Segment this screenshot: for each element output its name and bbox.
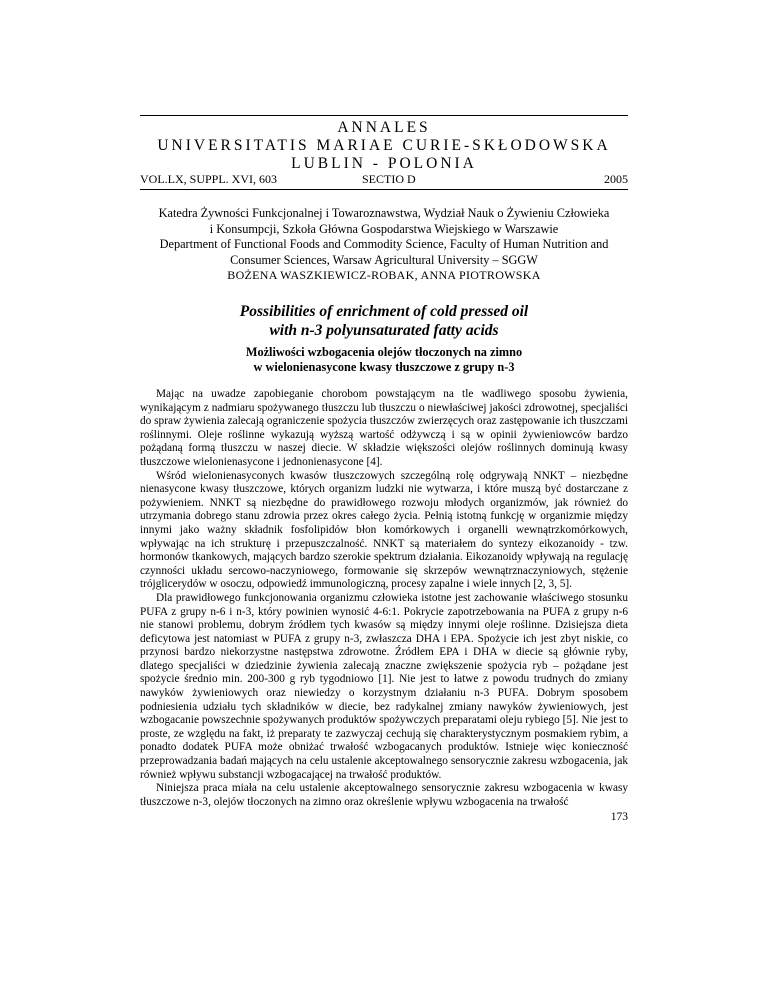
header-top-rule <box>140 115 628 116</box>
paragraph: Wśród wielonienasyconych kwasów tłuszczowych szczególną rolę odgrywają NNKT – niezbędne nienasycone kwasy tłuszczowe, których organizm ludzki nie wytwarza, i które muszą być dostarczane z pożywieniem. NNKT są niezbędne do prawidłowego rozwoju młodych organizmów, jak również do utrzymania dobrego stanu zdrowia przez okres całego życia. Pełnią istotną funkcję w organizmie między innymi jako ważny składnik fosfolipidów błon komórkowych i organelli wewnątrzkomórkowych, wpływając na ich strukturę i przepuszczalność. NNKT są materiałem do syntezy eikozanoidy - tzw. hormonów tkankowych, mających bardzo szerokie spektrum działania. Eikozanoidy wpływają na regulację czynności układu sercowo-naczyniowego, formowanie się skrzepów wewnątrznaczyniowych, stężenie trójglicerydów w osoczu, odpowiedź immunologiczną, procesy zapalne i wiele innych [2, 3, 5]. <box>140 469 628 591</box>
title-english-line1: Possibilities of enrichment of cold pressed oil <box>239 303 529 320</box>
journal-name-line1: ANNALES <box>337 119 431 136</box>
paragraph: Niniejsza praca miała na celu ustalenie akceptowalnego sensorycznie zakresu wzbogacenia w kwasy tłuszczowe n-3, olejów tłoczonych na zimno oraz określenie wpływu wzbogacenia na trwałość <box>140 782 628 808</box>
body-text <box>140 388 628 809</box>
paragraph: Mając na uwadze zapobieganie chorobom powstającym na tle wadliwego sposobu żywienia, wynikającym z nadmiaru spożywanego tłuszczu lub tłuszczu o niewłaściwej jakości zdrowotnej, specjaliści do spraw żywienia zalecają ograniczenie spożycia tłuszczów zwierzęcych oraz zastępowanie ich tłuszczami roślinnymi. Oleje roślinne wykazują wyższą wartość odżywczą i są w opinii żywieniowców bardzo pożądaną formą tłuszczu w naszej diecie. W składzie większości olejów roślinnych dominują kwasy tłuszczowe wielonienasycone i jednonienasycone [4]. <box>140 388 628 468</box>
affiliation <box>140 206 628 268</box>
title-polish <box>140 345 628 375</box>
year-info: 2005 <box>604 172 628 186</box>
section-info: SECTIO D <box>362 172 416 186</box>
title-english <box>140 302 628 340</box>
affiliation-en-line2: Consumer Sciences, Warsaw Agricultural University – SGGW <box>230 252 538 267</box>
authors: BOŻENA WASZKIEWICZ-ROBAK, ANNA PIOTROWSKA <box>227 268 541 282</box>
header-bottom-rule <box>140 189 628 190</box>
journal-place: LUBLIN - POLONIA <box>291 155 477 172</box>
paragraph: Dla prawidłowego funkcjonowania organizmu człowieka istotne jest zachowanie właściwego stosunku PUFA z grupy n-6 i n-3, który powinien wynosić 4-6:1. Pokrycie zapotrzebowania na PUFA z grupy n-6 nie stanowi problemu, dobrym źródłem tych kwasów są między innymi oleje roślinne. Dzisiejsza dieta deficytowa jest natomiast w PUFA z grupy n-3, zwłaszcza DHA i EPA. Spożycie ich jest zbyt niskie, co przynosi bardzo niekorzystne następstwa zdrowotne. Źródłem EPA i DHA w diecie są głównie ryby, dlatego specjaliści w dziedzinie żywienia zalecają znaczne zwiększenie spożycia ryb – pożądane jest spożycie średnio min. 200-300 g ryb tygodniowo [1]. Nie jest to łatwe z powodu trudnych do zmiany nawyków żywieniowych oraz niewiedzy o korzystnym działaniu n-3 PUFA. Dobrym sposobem podniesienia udziału tych składników w diecie, bez radykalnej zmiany nawyków żywieniowych, jest wzbogacanie powszechnie spożywanych produktów spożywczych preparatami oleju rybiego [5]. Nie jest to proste, ze względu na fakt, iż preparaty te zazwyczaj cechują się charakterystycznym posmakiem rybim, a ponadto dodatek PUFA może obniżać trwałość wzbogacanych produktów. Istnieje więc konieczność przeprowadzania badań mających na celu ustalenie akceptowalnego sensorycznie zakresu wzbogacenia, jak również wpływu substancji wzbogacającej na trwałość produktów. <box>140 591 628 781</box>
issue-info <box>140 172 628 188</box>
affiliation-pl-line2: i Konsumpcji, Szkoła Główna Gospodarstwa Wiejskiego w Warszawie <box>209 221 559 236</box>
page-number: 173 <box>610 811 628 823</box>
journal-name-line2: UNIVERSITATIS MARIAE CURIE-SKŁODOWSKA <box>157 137 611 154</box>
title-polish-line2: w wielonienasycone kwasy tłuszczowe z grupy n-3 <box>253 360 515 374</box>
title-english-line2: with n-3 polyunsaturated fatty acids <box>269 322 499 339</box>
affiliation-pl-line1: Katedra Żywności Funkcjonalnej i Towaroznawstwa, Wydział Nauk o Żywieniu Człowieka <box>158 206 610 220</box>
affiliation-en-line1: Department of Functional Foods and Commodity Science, Faculty of Human Nutrition and <box>159 237 609 251</box>
title-polish-line1: Możliwości wzbogacenia olejów tłoczonych na zimno <box>245 345 523 359</box>
volume-info: VOL.LX, SUPPL. XVI, 603 <box>140 172 278 186</box>
